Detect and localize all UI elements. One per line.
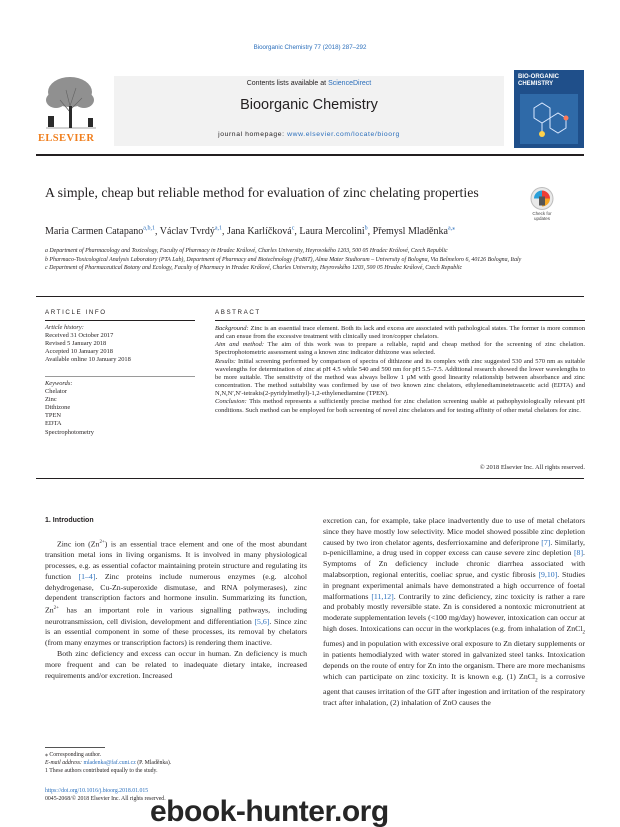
homepage-link[interactable]: www.elsevier.com/locate/bioorg bbox=[287, 131, 400, 138]
author: Maria Carmen Catapano$^{a,b,1}$, bbox=[45, 225, 160, 237]
affiliation: a Department of Pharmacology and Toxicology, Faculty of Pharmacy in Hradec Králové, Charles University, Heyrovského 1203, 500 05 Hradec Králové, Czech Republic bbox=[45, 248, 448, 254]
keyword: EDTA bbox=[45, 420, 62, 428]
author: Václav Tvrdý$^{a,1}$, bbox=[159, 225, 228, 237]
history-item: Received 31 October 2017 bbox=[45, 332, 114, 340]
abstract-bottom-rule bbox=[36, 478, 584, 479]
abstract-heading: ABSTRACT bbox=[215, 309, 261, 316]
contents-line bbox=[114, 80, 504, 87]
watermark: ebook-hunter.org bbox=[150, 795, 389, 827]
abstract-section: Background: Zinc is an essential trace element. Both its lack and excess are associated with pathological states. The former is more common and can ensue from the excessive treatment with clinically used iron/copper chelators. bbox=[215, 325, 585, 341]
article-info-heading: ARTICLE INFO bbox=[45, 309, 107, 316]
author-list bbox=[45, 226, 585, 237]
subscript: 2 bbox=[582, 630, 585, 636]
footnote-corresponding: ⁎ Corresponding author. bbox=[45, 752, 102, 758]
abstract-section: Results: Initial screening performed by comparison of spectra of dithizone and its complex with zinc suggested 530 and 570 nm as suitable wavelengths for determination of zinc at pH 4.5 while 540 and 590 nm for pH 5.5–7.5. Additional research showed the lower wavelengths to be more suitable. The sensitivity of the method was always bellow 1 µM with good linearity relationship between absorbance and zinc concentration. The method suitability was confirmed by use of two known zinc chelators, ethylenediaminetetraacetic acid (EDTA) and N,N,N′,N′-tetrakis(2-pyridylmethyl)-1,2-ethylenediamine (TPEN). bbox=[215, 357, 585, 398]
journal-title[interactable]: Bioorganic Chemistry bbox=[240, 97, 378, 113]
abstract-rule bbox=[215, 320, 585, 321]
abstract-copyright: © 2018 Elsevier Inc. All rights reserved. bbox=[479, 464, 585, 471]
abstract-section: Aim and method: The aim of this work was to prepare a reliable, rapid and cheap method for the screening of zinc chelation. Spectrophotometric assessment using a known zinc indicator dithizone was selected. bbox=[215, 341, 585, 357]
elsevier-wordmark[interactable]: ELSEVIER bbox=[38, 133, 95, 144]
history-item: Available online 10 January 2018 bbox=[45, 356, 131, 364]
history-item: Revised 5 January 2018 bbox=[45, 340, 107, 348]
masthead-rule bbox=[36, 154, 584, 156]
body-paragraph: Both zinc deficiency and excess can occur in human. Zn deficiency is much more frequent and can be related to inadequate dietary intake, increased requirements and/or excretion. Increased bbox=[45, 648, 307, 680]
citation-link[interactable]: [9,10] bbox=[538, 569, 558, 579]
keyword: Zinc bbox=[45, 396, 57, 404]
author: Přemysl Mladěnka$^{a,⁎}$ bbox=[372, 225, 456, 237]
author: Laura Mercolini$^b$, bbox=[299, 225, 373, 237]
keywords bbox=[45, 380, 195, 437]
keywords-label: Keywords: bbox=[45, 380, 73, 387]
affiliation: c Department of Pharmaceutical Botany and Ecology, Faculty of Pharmacy in Hradec Králové, Charles University, Heyrovského 1203, 500 05 Hradec Králové, Czech Republic bbox=[45, 265, 463, 272]
history-item: Accepted 10 January 2018 bbox=[45, 348, 113, 356]
journal-reference[interactable]: Bioorganic Chemistry 77 (2018) 287–292 bbox=[253, 44, 367, 51]
footnote-rule bbox=[45, 747, 105, 748]
article-title: A simple, cheap but reliable method for evaluation of zinc chelating properties bbox=[45, 185, 479, 200]
footnotes bbox=[45, 751, 307, 775]
author: Jana Karlíčková$^c$, bbox=[227, 225, 300, 237]
keywords-rule bbox=[45, 376, 195, 377]
affiliation: b Pharmaco-Toxicological Analysis Laboratory (PTA Lab), Department of Pharmacy and Biotechnology (FaBiT), Alma Mater Studiorum – University of Bologna, Via Belmeloro 6, 40126 Bologna, Italy bbox=[45, 256, 522, 263]
abstract-section: Conclusion: This method represents a sufficiently precise method for zinc chelation screening usable at pathophysiologically relevant pH conditions. Such method can be employed for both screening of novel zinc chelators and for testing affinity of other metal chelators for zinc. bbox=[215, 398, 585, 414]
journal-cover-thumbnail[interactable] bbox=[514, 70, 584, 148]
keyword: Dithizone bbox=[45, 404, 71, 412]
crossmark-label[interactable]: Check for updates bbox=[532, 211, 552, 221]
citation-link[interactable]: [7] bbox=[541, 537, 551, 547]
footnote-equal-contribution: 1 These authors contributed equally to the study. bbox=[45, 768, 158, 774]
citation-link[interactable]: [1–4] bbox=[78, 571, 96, 581]
body-left-column bbox=[45, 516, 307, 681]
keyword: Spectrophotometry bbox=[45, 428, 94, 436]
keyword: Chelator bbox=[45, 388, 68, 396]
cover-title: BIO-ORGANIC CHEMISTRY bbox=[518, 74, 559, 87]
section-heading-introduction: 1. Introduction bbox=[45, 517, 94, 524]
body-right-column bbox=[323, 516, 585, 709]
citation-link[interactable]: [11,12] bbox=[371, 591, 394, 601]
citation-link[interactable]: [5,6] bbox=[254, 616, 270, 626]
sciencedirect-link[interactable]: ScienceDirect bbox=[328, 80, 372, 87]
citation-link[interactable]: [8] bbox=[573, 548, 584, 558]
contents-prefix: Contents lists available at bbox=[246, 80, 329, 87]
journal-header-box bbox=[114, 76, 504, 146]
article-history bbox=[45, 324, 195, 364]
article-info-rule bbox=[45, 320, 195, 321]
journal-homepage-line bbox=[114, 131, 504, 138]
footnote-email: E-mail address: mladenka@faf.cuni.cz (P. Mladěnka). bbox=[45, 760, 172, 766]
body-paragraph: Zinc ion $(Zn^{2+})$ is an essential trace element and one of the most abundant transition metal ions in living organisms. It is involved in many physiological processes, e.g. as essential cofactor maintaining protein structure and regulating its function [1–4]. Zinc proteins include numerous enzymes (e.g. alcohol dehydrogenase, Cu-Zn-superoxide dismutase, and RNA polymerases), zinc dependent transcription factors and hormone insulin. Summarizing its function, $Zn^{2+}$ has an important role in various signalling pathways, including neurotransmission, cell division, development and differentiation [5,6]. Since zinc is an essential component in some of these processes, its removal by chelators (from many enzymes or transcription factors) is rendering them inactive. bbox=[45, 539, 307, 648]
superscript: 2+ bbox=[99, 539, 105, 545]
affiliations bbox=[45, 247, 585, 273]
homepage-prefix: journal homepage: bbox=[218, 131, 288, 138]
keyword: TPEN bbox=[45, 412, 61, 420]
subscript: 2 bbox=[535, 678, 538, 684]
cover-molecule-art bbox=[520, 94, 578, 144]
abstract-body bbox=[215, 325, 585, 415]
issn-line: 0045-2068/© 2018 Elsevier Inc. All rights reserved. bbox=[45, 796, 166, 802]
doi-link[interactable]: https://doi.org/10.1016/j.bioorg.2018.01.015 bbox=[45, 788, 149, 794]
affiliation-rule bbox=[36, 296, 584, 297]
body-paragraph: excretion can, for example, take place inadvertently due to use of metal chelators since they have mostly low selectivity. Mice model showed possible zinc depletion caused by two iron chelator agents, desferrioxamine and deferiprone [7]. Similarly, ᴅ-penicillamine, a drug used in copper excess can cause severe zinc depletion [8]. Symptoms of Zn deficiency include chronic diarrhea associated with malabsorption, regional enteritis, coeliac sprue, and cystic fibrosis [9,10]. Studies in pregnant experimental animals have demonstrated a high occurrence of foetal malformations [11,12]. Contrarily to zinc deficiency, zinc toxicity is rather a rare and probably mostly reversible state. Zn is considered a nontoxic micronutrient at moderate supplementation levels (<100 mg/day) however, intoxication can occur at high doses. Intoxications can occur in the workplaces (e.g. from inhalation of ZnCl$_2$ fumes) and in population with excessive oral exposure to Zn dietary supplements or in patients hemodialyzed with water stored in galvanized steel tanks. Intoxication depends on the route of entry for Zn into the organism. There are more mechanisms which can participate on zinc toxicity. It is known e.g. (1) ZnCl$_2$ is a corrosive agent that causes irritation of the GIT after ingestion and irritation of the respiratory tract after inhalation, (2) inhalation of ZnO causes the bbox=[323, 516, 586, 707]
history-label: Article history: bbox=[45, 324, 84, 331]
superscript: 2+ bbox=[53, 606, 59, 612]
masthead bbox=[36, 76, 584, 148]
email-link[interactable]: mladenka@faf.cuni.cz bbox=[83, 760, 136, 766]
